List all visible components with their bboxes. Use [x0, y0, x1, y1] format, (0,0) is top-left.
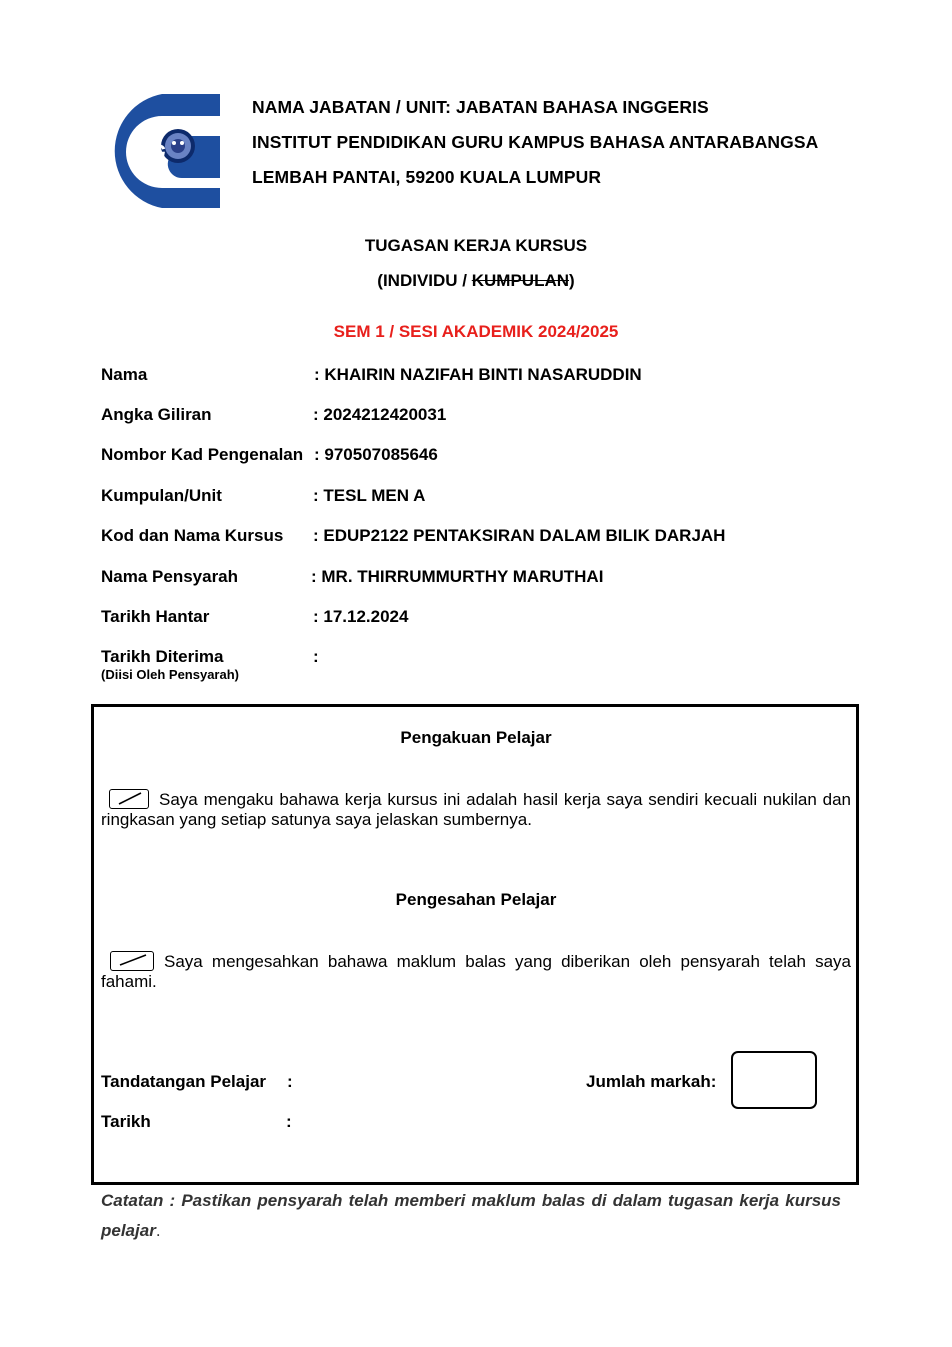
field-group-label: Kumpulan/Unit: [101, 486, 222, 505]
field-received-value: :: [313, 647, 319, 666]
institute-name: INSTITUT PENDIDIKAN GURU KAMPUS BAHASA ANTARABANGSA: [252, 132, 819, 152]
total-marks-label: Jumlah markah:: [586, 1072, 717, 1091]
field-id-label: Angka Giliran: [101, 405, 212, 424]
declaration-text: Saya mengaku bahawa kerja kursus ini adalah hasil kerja saya sendiri kecuali nukilan dan ringkasan yang setiap satunya saya jelaskan sumbernya.: [101, 790, 851, 829]
ipg-logo: [102, 92, 222, 210]
received-note: (Diisi Oleh Pensyarah): [101, 667, 239, 682]
field-submit-date-value: : 17.12.2024: [313, 607, 409, 626]
total-marks-box[interactable]: [731, 1051, 817, 1109]
date-colon: :: [286, 1112, 292, 1131]
declaration-paragraph: [101, 789, 851, 830]
field-id-value: : 2024212420031: [313, 405, 447, 424]
verification-checkbox[interactable]: [110, 951, 154, 971]
field-course-value: : EDUP2122 PENTAKSIRAN DALAM BILIK DARJAH: [313, 526, 726, 545]
academic-session: SEM 1 / SESI AKADEMIK 2024/2025: [333, 322, 619, 341]
field-group-value: : TESL MEN A: [313, 486, 426, 505]
signature-label: Tandatangan Pelajar: [101, 1072, 267, 1091]
assignment-type: [0, 271, 952, 291]
field-ic-value: : 970507085646: [314, 445, 438, 464]
declaration-checkbox[interactable]: [109, 789, 149, 809]
signature-colon: :: [287, 1072, 293, 1091]
institute-address: LEMBAH PANTAI, 59200 KUALA LUMPUR: [252, 167, 602, 187]
field-name-value: : KHAIRIN NAZIFAH BINTI NASARUDDIN: [314, 365, 642, 384]
verification-title: Pengesahan Pelajar: [395, 890, 557, 909]
type-prefix: (INDIVIDU /: [377, 271, 472, 290]
field-received-label: Tarikh Diterima: [101, 647, 224, 666]
ipg-logo-icon: [102, 92, 222, 210]
check-slash-icon: [111, 952, 152, 969]
date-label: Tarikh: [101, 1112, 151, 1131]
verification-paragraph: [101, 951, 851, 992]
footer-note-suffix: .: [155, 1221, 161, 1240]
field-lecturer-value: : MR. THIRRUMMURTHY MARUTHAI: [311, 567, 604, 586]
field-lecturer-label: Nama Pensyarah: [101, 567, 239, 586]
document-title: TUGASAN KERJA KURSUS: [364, 236, 588, 255]
field-ic-label: Nombor Kad Pengenalan: [101, 445, 304, 464]
footer-note: [101, 1186, 841, 1246]
svg-text:IPG: IPG: [128, 140, 166, 165]
footer-note-text: Catatan : Pastikan pensyarah telah memberi maklum balas di dalam tugasan kerja kursus pelajar: [101, 1191, 841, 1240]
field-name-label: Nama: [101, 365, 148, 384]
field-course-label: Kod dan Nama Kursus: [101, 526, 284, 545]
department-name: NAMA JABATAN / UNIT: JABATAN BAHASA INGGERIS: [252, 97, 709, 117]
type-suffix: ): [569, 271, 575, 290]
type-struck: KUMPULAN: [471, 271, 570, 290]
verification-text: Saya mengesahkan bahawa maklum balas yang diberikan oleh pensyarah telah saya fahami.: [101, 952, 851, 991]
check-slash-icon: [110, 790, 147, 807]
field-submit-date-label: Tarikh Hantar: [101, 607, 210, 626]
declaration-frame: [91, 704, 859, 1185]
declaration-title: Pengakuan Pelajar: [400, 728, 552, 747]
